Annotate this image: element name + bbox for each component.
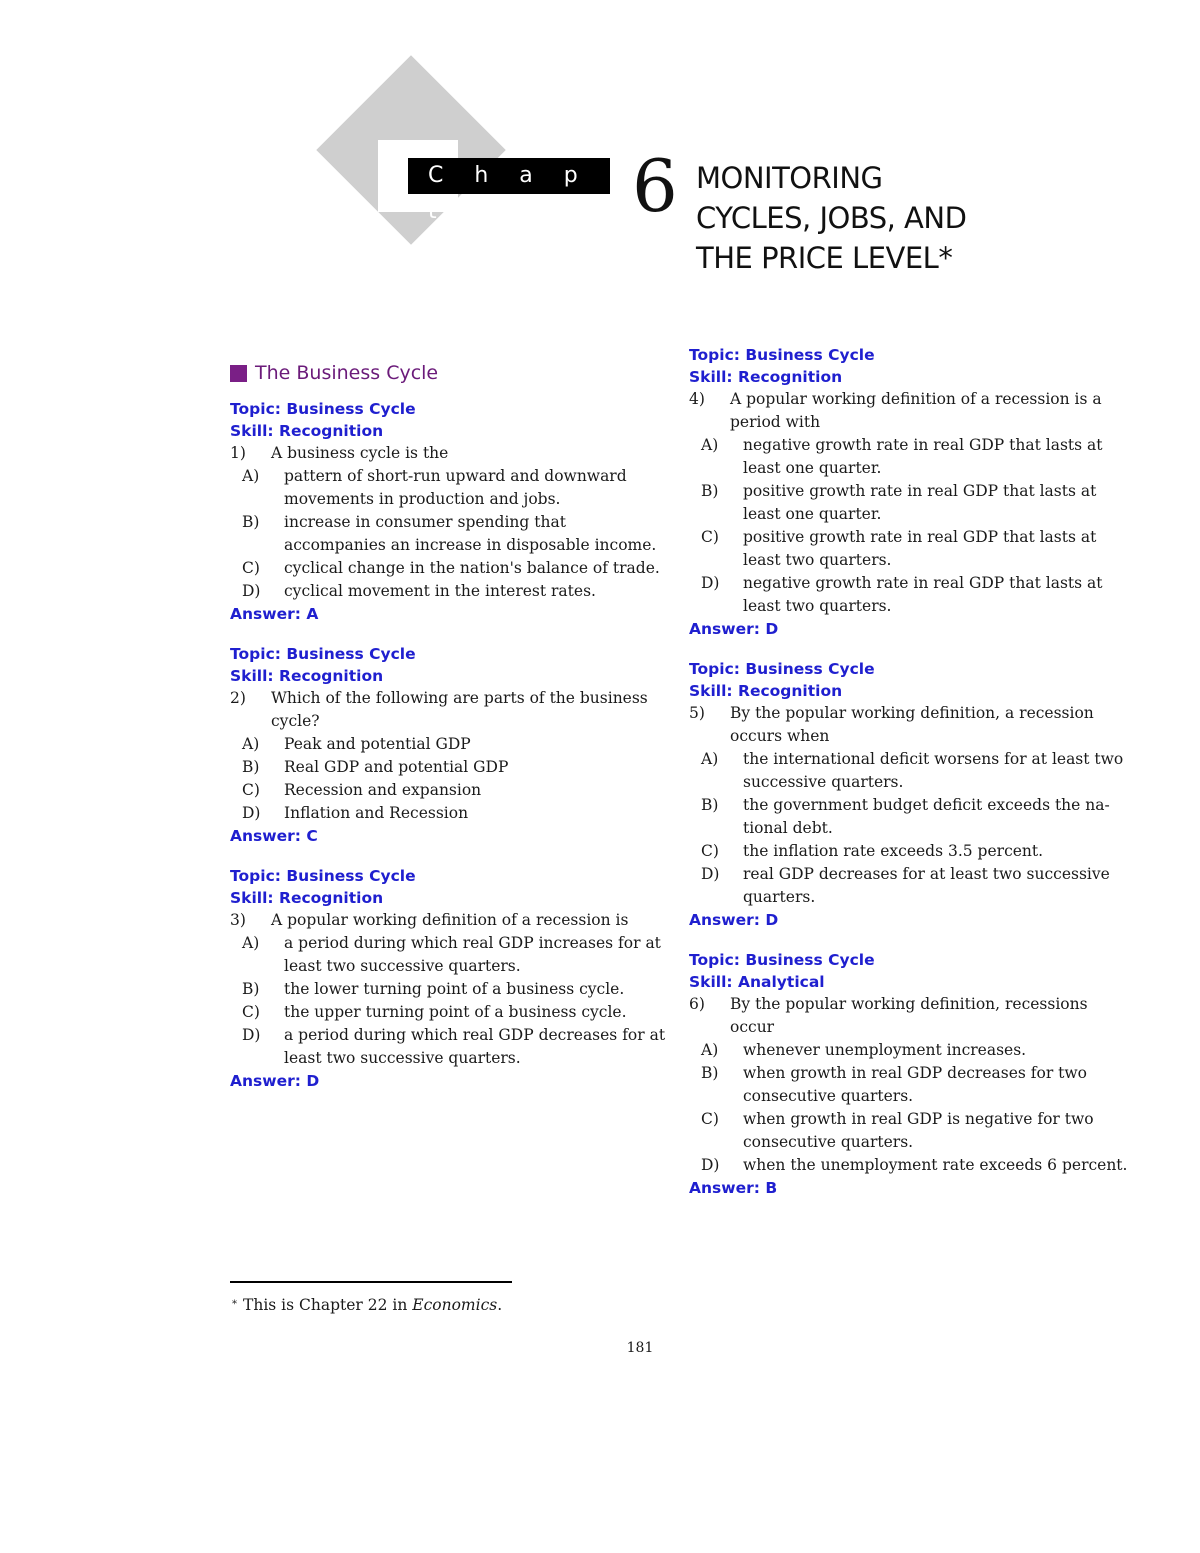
question-block [230, 398, 670, 625]
question-stem [689, 993, 1129, 1039]
option-text: the lower turning point of a business cycle. [284, 980, 625, 998]
question-list [689, 344, 1129, 1199]
chapter-emblem [316, 78, 616, 278]
footnote-end: . [497, 1296, 503, 1314]
answer-option [689, 1062, 1129, 1108]
option-label: C) [242, 1003, 260, 1021]
question-number: 4) [689, 390, 705, 408]
option-label: A) [242, 735, 260, 753]
answer-option [689, 840, 1129, 863]
option-text: Peak and potential GDP [284, 735, 471, 753]
answer-option [230, 978, 670, 1001]
question-skill: Skill: Analytical [689, 973, 825, 991]
answer-option [230, 932, 670, 978]
answer-option [230, 802, 670, 825]
question-block [230, 643, 670, 847]
question-topic: Topic: Business Cycle [230, 400, 416, 418]
option-label: A) [701, 436, 719, 454]
option-text: Real GDP and potential GDP [284, 758, 509, 776]
question-stem [230, 442, 670, 465]
option-text: the inflation rate exceeds 3.5 percent. [743, 842, 1044, 860]
option-label: B) [242, 513, 260, 531]
chapter-number: 6 [632, 144, 678, 228]
option-text: the government budget deficit exceeds the na-tional debt. [743, 796, 1110, 837]
question-text: Which of the following are parts of the business cycle? [271, 689, 648, 730]
option-label: D) [242, 804, 261, 822]
option-label: D) [242, 582, 261, 600]
chapter-title-line: THE PRICE LEVEL* [696, 241, 953, 275]
answer-option [230, 511, 670, 557]
footnote [232, 1294, 502, 1316]
answer-option [230, 733, 670, 756]
section-title: The Business Cycle [255, 362, 439, 384]
answer-option [689, 480, 1129, 526]
option-text: whenever unemployment increases. [743, 1041, 1027, 1059]
question-text: By the popular working definition, a recession occurs when [730, 704, 1094, 745]
answer-key: Answer: A [230, 605, 319, 623]
footnote-divider [230, 1281, 512, 1283]
question-topic: Topic: Business Cycle [689, 951, 875, 969]
option-label: C) [242, 559, 260, 577]
answer-option [230, 557, 670, 580]
option-text: positive growth rate in real GDP that lasts at least one quarter. [743, 482, 1097, 523]
option-label: A) [701, 1041, 719, 1059]
option-text: cyclical change in the nation's balance of trade. [284, 559, 660, 577]
question-text: A popular working definition of a recession is [271, 911, 629, 929]
question-skill: Skill: Recognition [230, 667, 384, 685]
footnote-marker: * [232, 1299, 237, 1310]
answer-option [689, 748, 1129, 794]
question-skill: Skill: Recognition [230, 889, 384, 907]
answer-option [689, 434, 1129, 480]
answer-option [689, 572, 1129, 618]
option-text: when growth in real GDP is negative for two consecutive quarters. [743, 1110, 1094, 1151]
question-text: By the popular working definition, recessions occur [730, 995, 1088, 1036]
question-number: 5) [689, 704, 705, 722]
question-text: A popular working definition of a recession is a period with [730, 390, 1102, 431]
chapter-title-line: CYCLES, JOBS, AND [696, 201, 967, 235]
answer-option [689, 1039, 1129, 1062]
answer-option [230, 779, 670, 802]
option-label: B) [701, 482, 719, 500]
option-label: A) [701, 750, 719, 768]
question-block [230, 865, 670, 1092]
chapter-label: C h a p t e r [408, 158, 610, 194]
question-stem [689, 702, 1129, 748]
option-text: pattern of short-run upward and downward movements in production and jobs. [284, 467, 627, 508]
answer-option [230, 465, 670, 511]
option-text: the upper turning point of a business cycle. [284, 1003, 627, 1021]
question-topic: Topic: Business Cycle [230, 645, 416, 663]
option-label: C) [242, 781, 260, 799]
answer-option [689, 1154, 1129, 1177]
question-skill: Skill: Recognition [689, 368, 843, 386]
answer-key: Answer: D [689, 911, 779, 929]
footnote-book: Economics [412, 1296, 498, 1314]
option-text: a period during which real GDP increases for at least two successive quarters. [284, 934, 661, 975]
question-number: 2) [230, 689, 246, 707]
question-block [689, 344, 1129, 640]
answer-option [689, 794, 1129, 840]
option-label: D) [701, 1156, 720, 1174]
section-heading [230, 362, 670, 384]
right-column [689, 344, 1129, 1217]
option-label: A) [242, 934, 260, 952]
option-text: a period during which real GDP decreases for at least two successive quarters. [284, 1026, 666, 1067]
option-text: real GDP decreases for at least two successive quarters. [743, 865, 1110, 906]
option-text: cyclical movement in the interest rates. [284, 582, 596, 600]
footnote-text: This is Chapter 22 in [243, 1296, 413, 1314]
option-text: the international deficit worsens for at least two successive quarters. [743, 750, 1124, 791]
answer-key: Answer: D [230, 1072, 320, 1090]
question-text: A business cycle is the [271, 444, 449, 462]
answer-option [230, 580, 670, 603]
option-label: B) [701, 796, 719, 814]
option-text: negative growth rate in real GDP that lasts at least two quarters. [743, 574, 1103, 615]
option-label: D) [242, 1026, 261, 1044]
question-skill: Skill: Recognition [230, 422, 384, 440]
option-label: B) [242, 758, 260, 776]
answer-key: Answer: C [230, 827, 318, 845]
question-skill: Skill: Recognition [689, 682, 843, 700]
question-stem [230, 909, 670, 932]
question-list [230, 398, 670, 1092]
answer-option [689, 1108, 1129, 1154]
option-label: C) [701, 1110, 719, 1128]
option-label: A) [242, 467, 260, 485]
question-block [689, 949, 1129, 1199]
answer-key: Answer: B [689, 1179, 778, 1197]
question-block [689, 658, 1129, 931]
option-label: D) [701, 574, 720, 592]
option-text: positive growth rate in real GDP that lasts at least two quarters. [743, 528, 1097, 569]
option-label: C) [701, 842, 719, 860]
question-topic: Topic: Business Cycle [689, 660, 875, 678]
option-label: D) [701, 865, 720, 883]
option-text: negative growth rate in real GDP that lasts at least one quarter. [743, 436, 1103, 477]
option-text: when growth in real GDP decreases for two consecutive quarters. [743, 1064, 1087, 1105]
option-label: B) [242, 980, 260, 998]
question-number: 3) [230, 911, 246, 929]
left-column [230, 362, 670, 1110]
question-number: 6) [689, 995, 705, 1013]
option-label: B) [701, 1064, 719, 1082]
question-topic: Topic: Business Cycle [689, 346, 875, 364]
question-number: 1) [230, 444, 246, 462]
section-square-icon [230, 365, 247, 382]
option-label: C) [701, 528, 719, 546]
option-text: Inflation and Recession [284, 804, 469, 822]
answer-option [230, 1024, 670, 1070]
question-stem [230, 687, 670, 733]
chapter-title-line: MONITORING [696, 161, 883, 195]
chapter-title [696, 158, 1096, 278]
answer-option [689, 863, 1129, 909]
option-text: when the unemployment rate exceeds 6 percent. [743, 1156, 1128, 1174]
option-text: increase in consumer spending that accompanies an increase in disposable income. [284, 513, 657, 554]
question-stem [689, 388, 1129, 434]
answer-option [689, 526, 1129, 572]
page-number: 181 [626, 1340, 654, 1356]
answer-key: Answer: D [689, 620, 779, 638]
question-topic: Topic: Business Cycle [230, 867, 416, 885]
option-text: Recession and expansion [284, 781, 482, 799]
answer-option [230, 1001, 670, 1024]
answer-option [230, 756, 670, 779]
